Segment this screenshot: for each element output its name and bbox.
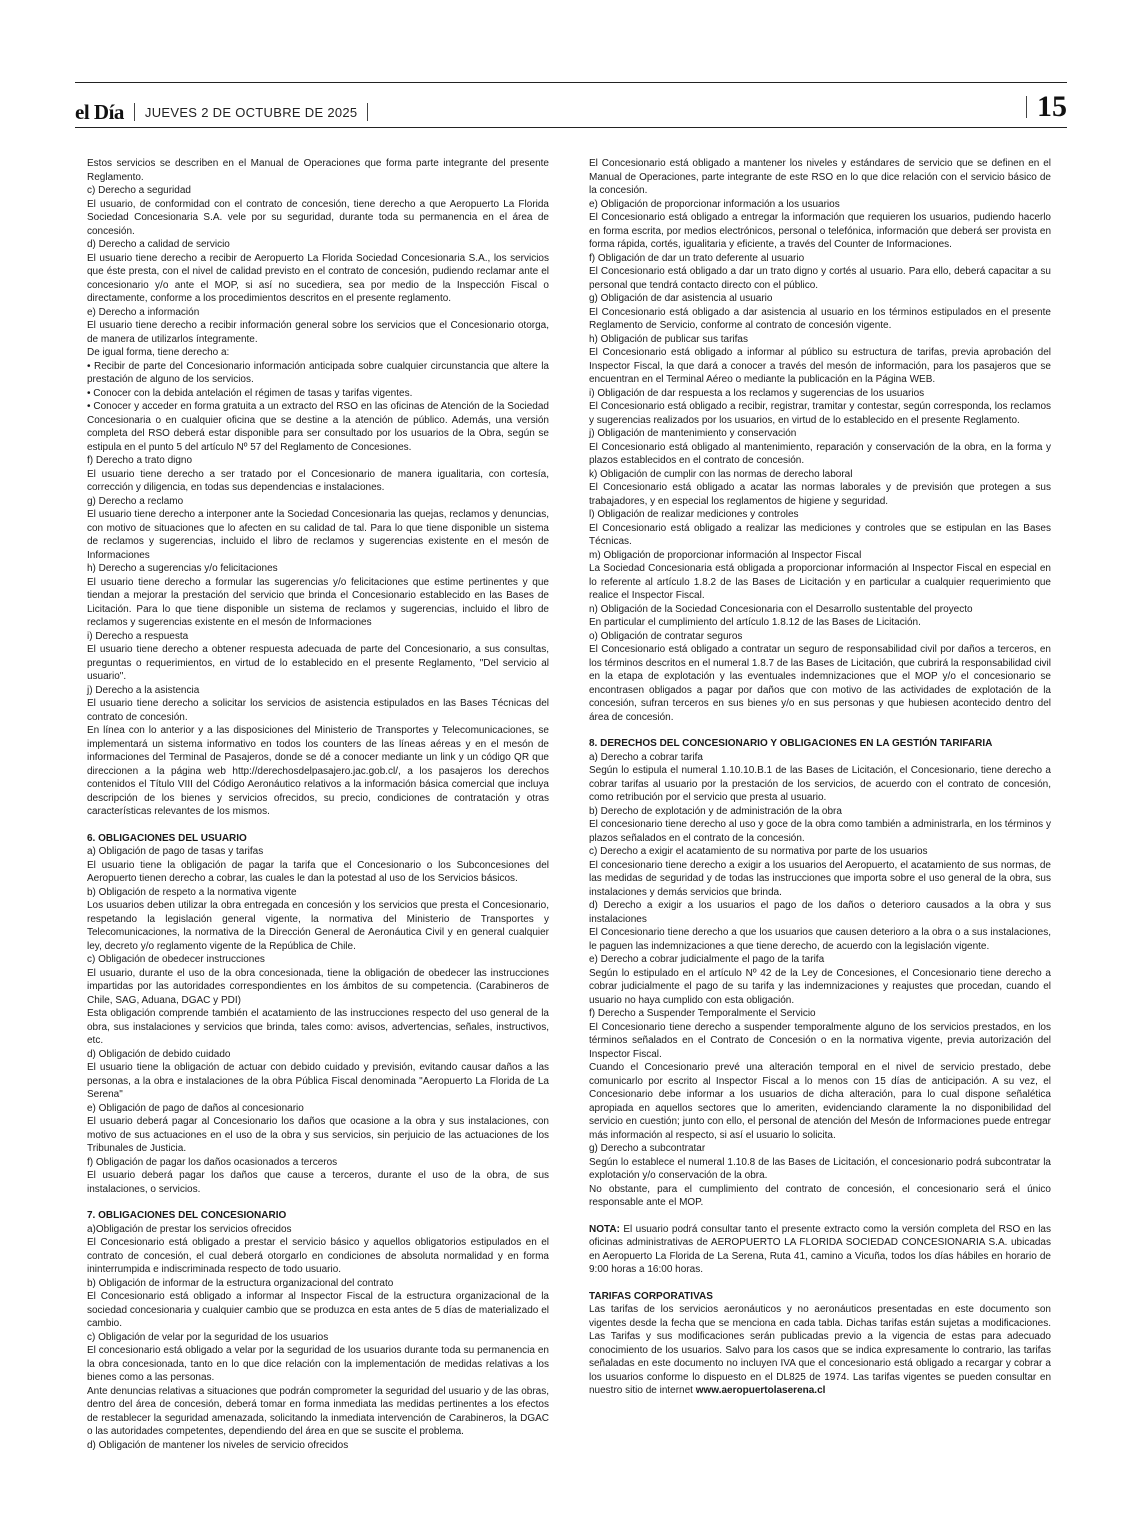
paragraph-text: d) Obligación de debido cuidado: [87, 1048, 231, 1060]
paragraph: [87, 1169, 549, 1196]
paragraph: [87, 1290, 549, 1331]
masthead-separator: [367, 103, 368, 121]
paragraph: [589, 400, 1051, 427]
paragraph-text: e) Obligación de pago de daños al concesionario: [87, 1102, 304, 1114]
paragraph: [589, 441, 1051, 468]
paragraph-text: g) Derecho a subcontratar: [589, 1143, 706, 1154]
paragraph-text: h) Derecho a sugerencias y/o felicitaciones: [87, 563, 278, 574]
paragraph: [589, 899, 1051, 926]
paragraph-text: El concesionario tiene derecho a exigir a los usuarios del Aeropuerto, el acatamiento de sus normas, de las medidas de seguridad y de todas las instrucciones que importa sobre el uso general de la obra, sus instalaciones y demás servicios que brinda.: [589, 859, 1051, 898]
paragraph: [589, 616, 1051, 630]
paragraph: [87, 845, 549, 859]
paragraph-text: j) Obligación de mantenimiento y conservación: [589, 428, 797, 439]
paragraph-text: El concesionario tiene derecho al uso y goce de la obra como también a administrarla, en los términos y plazos señalados en el contrato de la concesión.: [589, 819, 1051, 844]
paragraph: [87, 360, 549, 387]
paragraph: [589, 764, 1051, 805]
paragraph-text: El usuario tiene derecho a formular las sugerencias y/o felicitaciones que estime pertinentes y que tiendan a mejorar la prestación del servicio que brinda el Concesionario establecido en las Bases de Licitación. Para lo que tiene disponible un sistema de reclamos y sugerencias, incluido el libro de reclamos y sugerencias existente en el mesón de Informaciones: [87, 576, 549, 628]
paragraph-text: f) Obligación de pagar los daños ocasionados a terceros: [87, 1156, 338, 1168]
paragraph: [589, 1223, 1051, 1277]
paragraph-text: h) Obligación de publicar sus tarifas: [589, 333, 748, 345]
paragraph: [87, 859, 549, 886]
paragraph-text: El usuario podrá consultar tanto el presente extracto como la versión completa del RSO en las oficinas administrativas de AEROPUERTO LA FLORIDA SOCIEDAD CONCESIONARIA S.A. ubicadas en Aeropuerto La Florida de La Serena, Ruta 41, camino a Vicuña, todos los días hábiles en horario de 9:00 horas a 16:00 horas.: [589, 1223, 1051, 1275]
paragraph-text: Esta obligación comprende también el acatamiento de las instrucciones respecto del uso general de la obra, sus instalaciones y servicios que brinda, tales como: avisos, advertencias, señales, instructivos, etc.: [87, 1008, 549, 1046]
paragraph: [589, 630, 1051, 644]
paragraph: [87, 1048, 549, 1062]
paragraph-text: El Concesionario tiene derecho a suspender temporalmente alguno de los servicios prestados, en los términos señalados en el Contrato de Concesión o en la normativa vigente, previa autorización del Inspector Fiscal.: [589, 1021, 1051, 1060]
paragraph-text: La Sociedad Concesionaria está obligada a proporcionar información al Inspector Fiscal en especial en lo referente al artículo 1.8.2 de las Bases de Licitación y en particular a cualquier requerimiento que realice el Inspector Fiscal.: [589, 563, 1051, 601]
paragraph-text: El usuario tiene la obligación de actuar con debido cuidado y previsión, evitando causar daños a las personas, a la obra e instalaciones de la obra Pública Fiscal denominada "Aeropuerto La Florida de La Serena": [87, 1062, 549, 1100]
paragraph: [589, 1007, 1051, 1021]
paragraph: [589, 1303, 1051, 1398]
issue-date: JUEVES 2 DE OCTUBRE DE 2025: [144, 104, 358, 120]
masthead: [75, 98, 378, 126]
paragraph-gap: [589, 724, 1051, 737]
paragraph: [589, 346, 1051, 387]
left-column: [87, 157, 549, 1452]
paragraph-text: i) Obligación de dar respuesta a los reclamos y sugerencias de los usuarios: [589, 387, 925, 399]
paragraph: [87, 252, 549, 306]
paragraph: [87, 953, 549, 967]
paragraph-text: El usuario deberá pagar al Concesionario los daños que ocasione a la obra y sus instalaciones, con motivo de sus actuaciones en el uso de la obra y sus servicios, sin perjuicio de las actuaciones de los Tribunales de Justicia.: [87, 1116, 549, 1154]
paragraph: [87, 454, 549, 468]
paragraph: [87, 684, 549, 698]
paragraph-text: El usuario tiene derecho a solicitar los servicios de asistencia estipulados en las Bases Técnicas del contrato de concesión.: [87, 698, 549, 723]
paragraph-text: El usuario tiene derecho a ser tratado por el Concesionario de manera igualitaria, con cortesía, corrección y diligencia, en todas sus dependencias e instalaciones.: [87, 468, 549, 493]
newspaper-logo: el Día: [75, 99, 124, 124]
paragraph-text: En línea con lo anterior y a las disposiciones del Ministerio de Transportes y Telecomunicaciones, se implementará un sistema informativo en todos los counters de las líneas aéreas y en el mesón de informaciones del Terminal de Pasajeros, donde se dé a conocer mediante un link y un código QR que direccionen a la página web http://derechosdelpasajero.jac.gob.cl/, a los pasajeros los derechos contenidos el Título VIII del Código Aeronáutico relativos a la información básica comercial que incluya descripción de los bienes y servicios ofrecidos, su precio, condiciones de contratación y otras características relevantes de los mismos.: [87, 725, 549, 817]
paragraph-text: Según lo estipula el numeral 1.10.10.B.1 de las Bases de Licitación, el Concesionario, tiene derecho a cobrar tarifas al usuario por la prestación de los servicios, de acuerdo con el contrato de concesión, como retribución por el servicio que presta al usuario.: [589, 765, 1051, 803]
paragraph: [589, 252, 1051, 266]
paragraph: [589, 468, 1051, 482]
paragraph-text: No obstante, para el cumplimiento del contrato de concesión, el concesionario será el único responsable ante el MOP.: [589, 1183, 1051, 1208]
paragraph: [87, 238, 549, 252]
paragraph-text: e) Derecho a cobrar judicialmente el pago de la tarifa: [589, 954, 825, 965]
paragraph-text: El concesionario está obligado a velar por la seguridad de los usuarios durante toda su permanencia en la obra concesionada, tanto en lo que dice relación con la implementación de medidas relativas a los bienes como a las personas.: [87, 1345, 549, 1383]
paragraph-text: n) Obligación de la Sociedad Concesionaria con el Desarrollo sustentable del proyecto: [589, 603, 973, 615]
paragraph: [87, 346, 549, 360]
paragraph-text: f) Derecho a trato digno: [87, 455, 193, 466]
paragraph-text: El usuario, durante el uso de la obra concesionada, tiene la obligación de obedecer las instrucciones impartidas por las autoridades correspondientes en los ámbitos de su competencia. (Carabineros de Chile, SAG, Aduana, DGAC y PDI): [87, 967, 549, 1006]
paragraph: [589, 333, 1051, 347]
paragraph-gap: [589, 1277, 1051, 1290]
paragraph: [87, 157, 549, 184]
paragraph: [87, 562, 549, 576]
paragraph-text: b) Derecho de explotación y de administración de la obra: [589, 805, 842, 817]
header-bottom-rule: [75, 127, 1067, 128]
paragraph-text: El Concesionario está obligado a realizar las mediciones y controles que se estipulan en las Bases Técnicas.: [589, 522, 1051, 547]
paragraph-text: De igual forma, tiene derecho a:: [87, 347, 230, 358]
paragraph-text: d) Derecho a calidad de servicio: [87, 239, 230, 250]
page-number: 15: [1037, 90, 1067, 123]
section-heading: [589, 1290, 1051, 1304]
paragraph: [589, 508, 1051, 522]
paragraph-text: El usuario deberá pagar los daños que cause a terceros, durante el uso de la obra, de sus instalaciones, o servicios.: [87, 1170, 549, 1195]
paragraph: [87, 967, 549, 1008]
paragraph: [589, 818, 1051, 845]
paragraph: [87, 508, 549, 562]
paragraph-text: f) Derecho a Suspender Temporalmente el Servicio: [589, 1008, 816, 1019]
paragraph-gap: [87, 1196, 549, 1209]
paragraph: [589, 1183, 1051, 1210]
header-top-rule: [75, 82, 1067, 83]
paragraph: [87, 1236, 549, 1277]
right-column: [589, 157, 1051, 1398]
paragraph: [87, 643, 549, 684]
paragraph-text: El Concesionario está obligado a acatar las normas laborales y de previsión que protegen a sus trabajadores, y en especial los reglamentos de higiene y seguridad.: [589, 482, 1051, 507]
paragraph-text: b) Obligación de informar de la estructura organizacional del contrato: [87, 1277, 394, 1289]
paragraph: [589, 1156, 1051, 1183]
paragraph: [589, 805, 1051, 819]
paragraph-text: El usuario tiene derecho a recibir de Aeropuerto La Florida Sociedad Concesionaria S.A., los servicios que éste presta, con el nivel de calidad previsto en el contrato de concesión, pudiendo reclamar ante el concesionario y/o ante el MOP, si así no sucediera, sea por medio de la Inspección Fiscal o directamente, conforme a los procedimientos descritos en el presente reglamento.: [87, 252, 549, 304]
paragraph: [87, 319, 549, 346]
paragraph: [87, 1331, 549, 1345]
paragraph-text: Según lo establece el numeral 1.10.8 de las Bases de Licitación, el concesionario podrá subcontratar la explotación y/o conservación de la obra.: [589, 1156, 1051, 1181]
paragraph-text: • Conocer con la debida antelación el régimen de tasas y tarifas vigentes.: [87, 387, 413, 399]
paragraph-text: a) Obligación de pago de tasas y tarifas: [87, 846, 264, 857]
paragraph: [87, 576, 549, 630]
paragraph: [87, 1439, 549, 1453]
masthead-separator: [134, 103, 135, 121]
paragraph: [87, 1223, 549, 1237]
paragraph-text: d) Obligación de mantener los niveles de servicio ofrecidos: [87, 1439, 349, 1451]
paragraph-text: 8. DERECHOS DEL CONCESIONARIO Y OBLIGACIONES EN LA GESTIÓN TARIFARIA: [589, 738, 993, 749]
note-label: NOTA:: [589, 1223, 624, 1235]
paragraph: [589, 562, 1051, 603]
paragraph: [87, 468, 549, 495]
paragraph: [87, 387, 549, 401]
paragraph: [87, 1115, 549, 1156]
paragraph-text: El Concesionario está obligado a dar asistencia al usuario en los términos estipulados en el presente Reglamento de Servicio, conforme al contrato de concesión vigente.: [589, 306, 1051, 331]
paragraph-text: El Concesionario está obligado a entregar la información que requieren los usuarios, pudiendo hacerlo en forma escrita, por medios electrónicos, personal o telefónica, información que deberá ser provista en forma rápida, cortés, igualitaria y eficiente, a través del Counter de Informaciones.: [589, 212, 1051, 250]
paragraph-text: El usuario tiene derecho a recibir información general sobre los servicios que el Concesionario otorga, de manera de utilizarlos íntegramente.: [87, 320, 549, 345]
paragraph: [589, 953, 1051, 967]
website-url: www.aeropuertolaserena.cl: [695, 1385, 826, 1396]
paragraph-text: b) Obligación de respeto a la normativa vigente: [87, 886, 297, 898]
paragraph: [589, 265, 1051, 292]
paragraph: [589, 198, 1051, 212]
paragraph-text: 6. OBLIGACIONES DEL USUARIO: [87, 832, 247, 844]
paragraph-text: a) Derecho a cobrar tarifa: [589, 751, 703, 763]
paragraph: [87, 400, 549, 454]
paragraph: [87, 306, 549, 320]
paragraph: [87, 899, 549, 953]
paragraph-text: c) Obligación de obedecer instrucciones: [87, 954, 265, 965]
paragraph-text: Estos servicios se describen en el Manual de Operaciones que forma parte integrante del presente Reglamento.: [87, 158, 549, 183]
paragraph-text: Cuando el Concesionario prevé una alteración temporal en el nivel de servicio prestado, debe comunicarlo por escrito al Inspector Fiscal a lo menos con 15 días de anticipación. A su vez, el Concesionario debe informar a los usuarios de dicha alteración, para lo cual dispone señalética apropiada en aquellos sectores que lo ameriten, evidenciando claramente la no disponibilidad del servicio en cuestión; junto con ello, el personal de atención del Mesón de Informaciones puede entregar más información al respecto, si así el usuario lo solicita.: [589, 1062, 1051, 1141]
paragraph: [589, 1021, 1051, 1062]
paragraph-text: f) Obligación de dar un trato deferente al usuario: [589, 252, 805, 264]
page-number-block: [1026, 90, 1067, 124]
page-number-separator: [1026, 96, 1027, 118]
paragraph-text: e) Obligación de proporcionar información a los usuarios: [589, 198, 840, 210]
paragraph-text: g) Derecho a reclamo: [87, 495, 184, 507]
paragraph: [87, 886, 549, 900]
paragraph-text: m) Obligación de proporcionar información al Inspector Fiscal: [589, 549, 862, 561]
paragraph: [589, 292, 1051, 306]
paragraph: [589, 926, 1051, 953]
paragraph-text: k) Obligación de cumplir con las normas de derecho laboral: [589, 468, 853, 480]
paragraph-text: c) Obligación de velar por la seguridad de los usuarios: [87, 1331, 329, 1343]
paragraph-gap: [87, 819, 549, 832]
paragraph-text: El usuario tiene la obligación de pagar la tarifa que el Concesionario o los Subconcesiones del Aeropuerto tienen derecho a cobrar, las cuales le dan la potestad al uso de los Servicios básicos.: [87, 859, 549, 884]
paragraph-text: El usuario tiene derecho a obtener respuesta adecuada de parte del Concesionario, a sus consultas, preguntas o requerimientos, en virtud de lo establecido en el presente Reglamento, "Del servicio al usuario".: [87, 644, 549, 682]
paragraph-text: • Conocer y acceder en forma gratuita a un extracto del RSO en las oficinas de Atención de la Sociedad Concesionaria o en cualquier oficina que se destine a la atención de público. Además, una versión completa del RSO deberá estar disponible para ser consultado por los usuarios de la Obra, según se estipula en el punto 5 del artículo Nº 57 del Reglamento de Concesiones.: [87, 401, 549, 453]
paragraph: [589, 1061, 1051, 1142]
paragraph: [87, 495, 549, 509]
paragraph: [589, 1142, 1051, 1156]
paragraph: [589, 157, 1051, 198]
paragraph-text: Según lo estipulado en el artículo Nº 42 de la Ley de Concesiones, el Concesionario tiene derecho a cobrar judicialmente el pago de su tarifa y las indemnizaciones y reajustes que procedan, cuando el usuario no haya cumplido con esta obligación.: [589, 967, 1051, 1006]
paragraph-text: El Concesionario está obligado al mantenimiento, reparación y conservación de la obra, en la forma y plazos establecidos en el contrato de concesión.: [589, 441, 1051, 466]
paragraph: [87, 724, 549, 819]
paragraph-gap: [589, 1210, 1051, 1223]
paragraph-text: j) Derecho a la asistencia: [87, 684, 200, 696]
paragraph-text: Las tarifas de los servicios aeronáuticos y no aeronáuticos presentadas en este documento son vigentes desde la fecha que se menciona en cada tabla. Dichas tarifas están sujetas a modificaciones. Las Tarifas y sus modificaciones serán publicadas previo a la vigencia de estas para adecuado conocimiento de los usuarios. Salvo para los casos que se indica expresamente lo contrario, las tarifas señaladas en este documento no incluyen IVA que el concesionario está obligado a recargar y cobrar a los usuarios conforme lo dispuesto en el DL825 de 1974. Las tarifas vigentes se pueden consultar en nuestro sitio de internet: [589, 1304, 1051, 1396]
paragraph: [87, 1156, 549, 1170]
paragraph-text: El Concesionario está obligado a recibir, registrar, tramitar y contestar, según corresponda, los reclamos y sugerencias realizados por los usuarios, en virtud de lo establecido en el presente Reglamento.: [589, 401, 1051, 426]
paragraph: [589, 643, 1051, 724]
paragraph-text: El Concesionario está obligado a prestar el servicio básico y aquellos obligatorios estipulados en el contrato de concesión, el cual deberá otorgarlo en condiciones de absoluta normalidad y en forma ininterrumpida e indiscriminada respecto de todo usuario.: [87, 1237, 549, 1275]
paragraph: [589, 427, 1051, 441]
paragraph: [589, 603, 1051, 617]
paragraph: [589, 859, 1051, 900]
paragraph-text: d) Derecho a exigir a los usuarios el pago de los daños o deterioro causados a la obra y sus instalaciones: [589, 900, 1051, 925]
paragraph: [589, 306, 1051, 333]
paragraph: [589, 549, 1051, 563]
section-heading: [87, 1209, 549, 1223]
paragraph-text: 7. OBLIGACIONES DEL CONCESIONARIO: [87, 1210, 287, 1221]
paragraph: [87, 1007, 549, 1048]
paragraph-text: El Concesionario está obligado a informar al Inspector Fiscal de la estructura organizacional de la sociedad concesionaria y cualquier cambio que se produzca en esta antes de 5 días de materializado el cambio.: [87, 1291, 549, 1329]
paragraph-text: El Concesionario está obligado a mantener los niveles y estándares de servicio que se definen en el Manual de Operaciones, parte integrante de este RSO en lo que dice relación con el servicio básico de la concesión.: [589, 158, 1051, 196]
paragraph: [87, 697, 549, 724]
paragraph: [589, 211, 1051, 252]
paragraph-text: a)Obligación de prestar los servicios ofrecidos: [87, 1223, 292, 1235]
section-heading: [589, 737, 1051, 751]
paragraph-text: El usuario tiene derecho a interponer ante la Sociedad Concesionaria las quejas, reclamos y denuncias, con motivo de situaciones que lo afecten en su calidad de tal. Para lo que tiene disponible un sistema de reclamos y sugerencias, incluido el libro de reclamos y sugerencias existente en el mesón de Informaciones: [87, 509, 549, 561]
paragraph-text: e) Derecho a información: [87, 306, 200, 318]
paragraph-text: g) Obligación de dar asistencia al usuario: [589, 293, 773, 304]
paragraph: [589, 751, 1051, 765]
paragraph-text: • Recibir de parte del Concesionario información anticipada sobre cualquier circunstancia que altere la prestación de alguno de los servicios.: [87, 360, 549, 385]
paragraph-text: c) Derecho a exigir el acatamiento de su normativa por parte de los usuarios: [589, 846, 928, 857]
paragraph: [589, 845, 1051, 859]
paragraph-text: El usuario, de conformidad con el contrato de concesión, tiene derecho a que Aeropuerto La Florida Sociedad Concesionaria S.A. vele por su seguridad, durante toda su permanencia en el área de concesión.: [87, 198, 549, 237]
paragraph-text: En particular el cumplimiento del artículo 1.8.12 de las Bases de Licitación.: [589, 617, 921, 628]
paragraph: [87, 630, 549, 644]
paragraph-text: El Concesionario está obligado a dar un trato digno y cortés al usuario. Para ello, deberá capacitar a su personal que tendrá contacto directo con el público.: [589, 266, 1051, 291]
paragraph: [87, 1277, 549, 1291]
paragraph-text: o) Obligación de contratar seguros: [589, 630, 743, 642]
paragraph-text: c) Derecho a seguridad: [87, 185, 191, 196]
paragraph-text: El Concesionario está obligado a informar al público su estructura de tarifas, previa aprobación del Inspector Fiscal, la que dará a conocer a través del mesón de información, para los pasajeros que se encuentran en el Terminal Aéreo o mediante la publicación en la Página WEB.: [589, 347, 1051, 385]
paragraph-text: El Concesionario tiene derecho a que los usuarios que causen deterioro a la obra o a sus instalaciones, le paguen las indemnizaciones a que tiene derecho, de acuerdo con la legislación vigente.: [589, 927, 1051, 952]
paragraph: [87, 184, 549, 198]
paragraph-text: TARIFAS CORPORATIVAS: [589, 1290, 713, 1302]
paragraph-text: El Concesionario está obligado a contratar un seguro de responsabilidad civil por daños a terceros, en los términos descritos en el numeral 1.8.7 de las Bases de Licitación, que cubrirá la responsabilidad civil en la etapa de explotación y las eventuales indemnizaciones que el MOP y/o el concesionario se encontrasen obligados a pagar por daños que con motivo de las actividades de explotación de la concesión, sufran terceros en sus bienes y/o en sus personas y que hubiesen acontecido dentro del área de concesión.: [589, 644, 1051, 723]
paragraph: [589, 522, 1051, 549]
paragraph: [87, 1385, 549, 1439]
paragraph: [589, 387, 1051, 401]
paragraph-text: Los usuarios deben utilizar la obra entregada en concesión y los servicios que presta el Concesionario, respetando la legislación general vigente, la normativa del Ministerio de Transportes y Telecomunicaciones, la normativa de la Dirección General de Aeronáutica Civil y en general cualquier ley, decreto y/o reglamento vigente de la República de Chile.: [87, 900, 549, 952]
paragraph: [87, 198, 549, 239]
section-heading: [87, 832, 549, 846]
paragraph-text: l) Obligación de realizar mediciones y controles: [589, 509, 799, 520]
paragraph-text: Ante denuncias relativas a situaciones que podrán comprometer la seguridad del usuario y de las obras, dentro del área de concesión, deberá tomar en forma inmediata las medidas pertinentes a los efectos de restablecer la seguridad amenazada, solicitando la inmediata intervención de Carabineros, la DGAC o las autoridades competentes, dependiendo del área en que se suscite el problema.: [87, 1385, 549, 1437]
paragraph: [589, 481, 1051, 508]
paragraph: [87, 1344, 549, 1385]
paragraph-text: i) Derecho a respuesta: [87, 630, 189, 642]
paragraph: [589, 967, 1051, 1008]
paragraph: [87, 1102, 549, 1116]
paragraph: [87, 1061, 549, 1102]
